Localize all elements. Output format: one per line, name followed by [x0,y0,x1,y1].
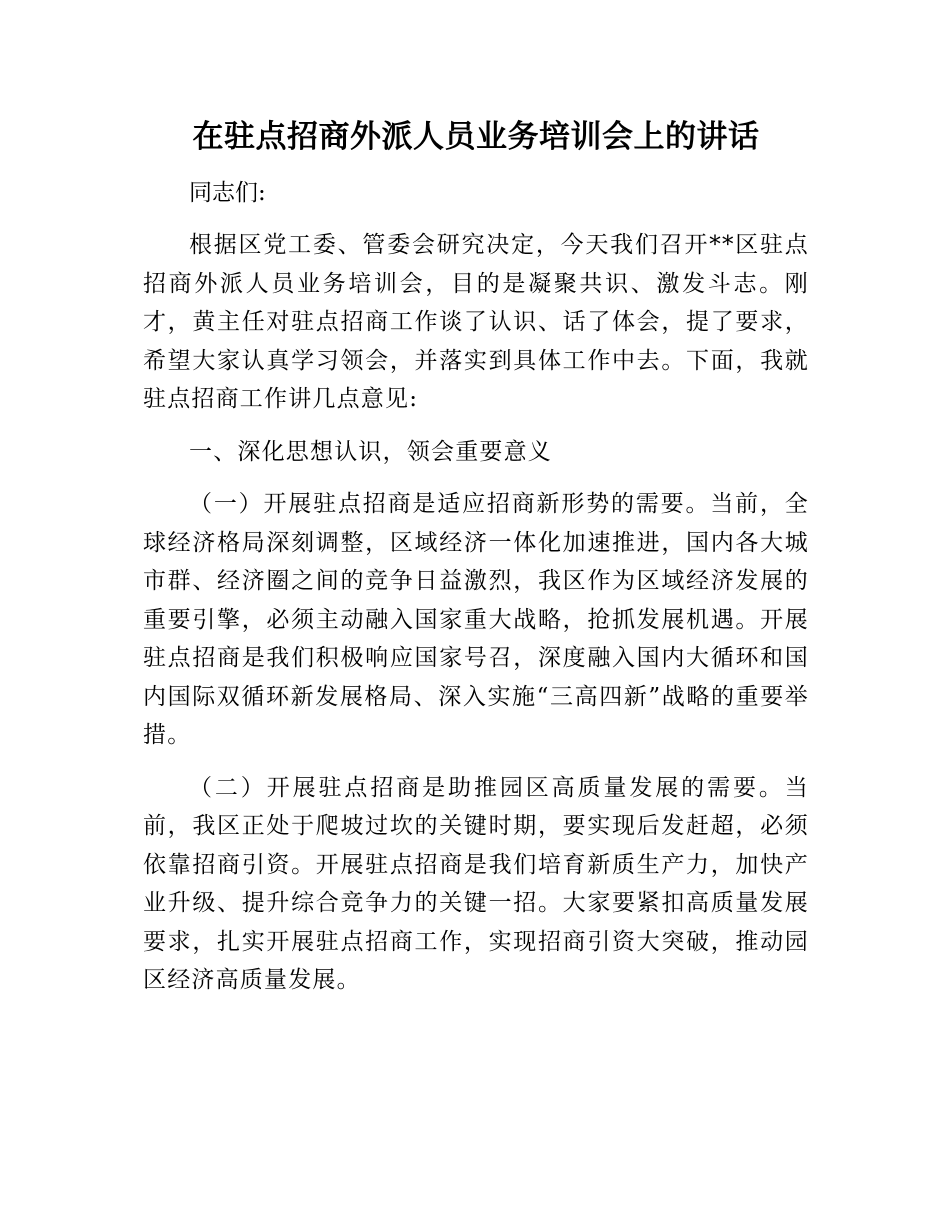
paragraph-point-1: （一）开展驻点招商是适应招商新形势的需要。当前，全球经济格局深刻调整，区域经济一体化加速推进，国内各大城市群、经济圈之间的竞争日益激烈，我区作为区域经济发展的重要引擎，必须主动融入国家重大战略，抢抓发展机遇。开展驻点招商是我们积极响应国家号召，深度融入国内大循环和国内国际双循环新发展格局、深入实施“三高四新”战略的重要举措。 [143,491,809,748]
document-body [143,112,809,1000]
paragraph-intro: 根据区党工委、管委会研究决定，今天我们召开**区驻点招商外派人员业务培训会，目的是凝聚共识、激发斗志。刚才，黄主任对驻点招商工作谈了认识、话了体会，提了要求，希望大家认真学习领会，并落实到具体工作中去。下面，我就驻点招商工作讲几点意见: [143,232,809,412]
section-heading-1: 一、深化思想认识，领会重要意义 [189,438,552,465]
salutation: 同志们: [189,180,266,206]
paragraph-point-2: （二）开展驻点招商是助推园区高质量发展的需要。当前，我区正处于爬坡过坎的关键时期，要实现后发赶超，必须依靠招商引资。开展驻点招商是我们培育新质生产力，加快产业升级、提升综合竞争力的关键一招。大家要紧扣高质量发展要求，扎实开展驻点招商工作，实现招商引资大突破，推动园区经济高质量发展。 [143,774,809,993]
document-title: 在驻点招商外派人员业务培训会上的讲话 [192,119,760,155]
